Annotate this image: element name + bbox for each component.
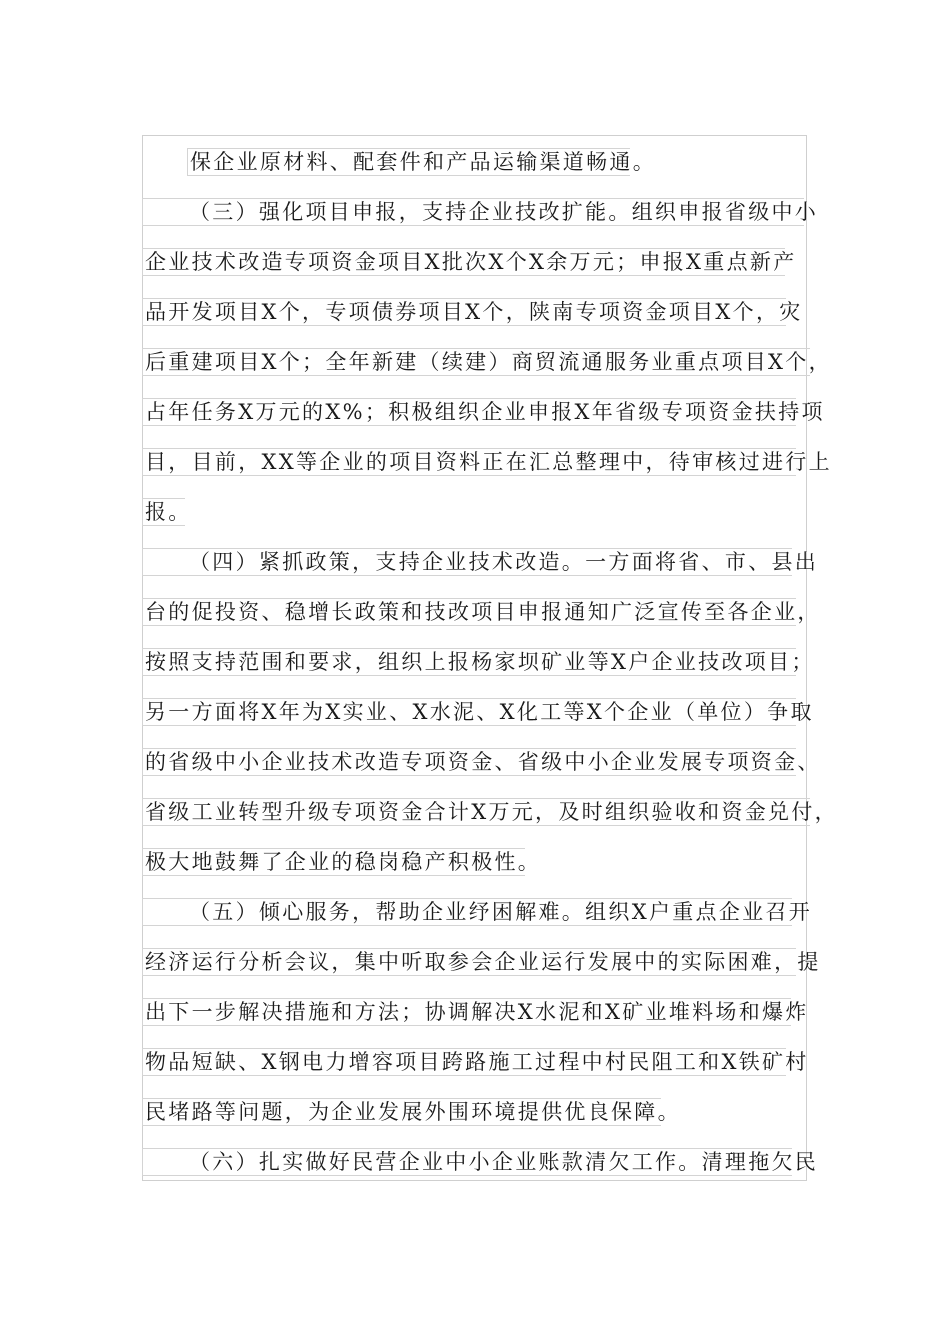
text-line: 极大地鼓舞了企业的稳岗稳产积极性。: [142, 848, 525, 876]
text-line: 物品短缺、X钢电力增容项目跨路施工过程中村民阻工和X铁矿村: [142, 1048, 786, 1076]
text-line: 的省级中小企业技术改造专项资金、省级中小企业发展专项资金、: [142, 748, 796, 776]
text-line: 后重建项目X个；全年新建（续建）商贸流通服务业重点项目X个，: [142, 348, 810, 376]
text-line: 企业技术改造专项资金项目X批次X个X余万元；申报X重点新产: [142, 248, 785, 276]
text-line: 经济运行分析会议，集中听取参会企业运行发展中的实际困难，提: [142, 948, 796, 976]
text-line: 保企业原材料、配套件和产品运输渠道畅通。: [187, 148, 630, 176]
text-line: 目，目前，XX等企业的项目资料正在汇总整理中，待审核过进行上: [142, 448, 796, 476]
text-line: 报。: [142, 498, 185, 526]
text-line: 台的促投资、稳增长政策和技改项目申报通知广泛宣传至各企业，: [142, 598, 796, 626]
section-heading-line: （四）紧抓政策，支持企业技术改造。一方面将省、市、县出: [142, 548, 792, 576]
text-line: 另一方面将X年为X实业、X水泥、X化工等X个企业（单位）争取: [142, 698, 796, 726]
section-heading-line: （六）扎实做好民营企业中小企业账款清欠工作。清理拖欠民: [142, 1148, 792, 1176]
text-line: 品开发项目X个，专项债券项目X个，陕南专项资金项目X个，灾: [142, 298, 786, 326]
text-line: 出下一步解决措施和方法；协调解决X水泥和X矿业堆料场和爆炸: [142, 998, 791, 1026]
section-heading-line: （三）强化项目申报，支持企业技改扩能。组织申报省级中小: [142, 198, 804, 226]
text-line: 民堵路等问题，为企业发展外围环境提供优良保障。: [142, 1098, 661, 1126]
text-line: 占年任务X万元的X%；积极组织企业申报X年省级专项资金扶持项: [142, 398, 796, 426]
text-line: 省级工业转型升级专项资金合计X万元，及时组织验收和资金兑付，: [142, 798, 810, 826]
section-heading-line: （五）倾心服务，帮助企业纾困解难。组织X户重点企业召开: [142, 898, 792, 926]
text-line: 按照支持范围和要求，组织上报杨家坝矿业等X户企业技改项目；: [142, 648, 796, 676]
